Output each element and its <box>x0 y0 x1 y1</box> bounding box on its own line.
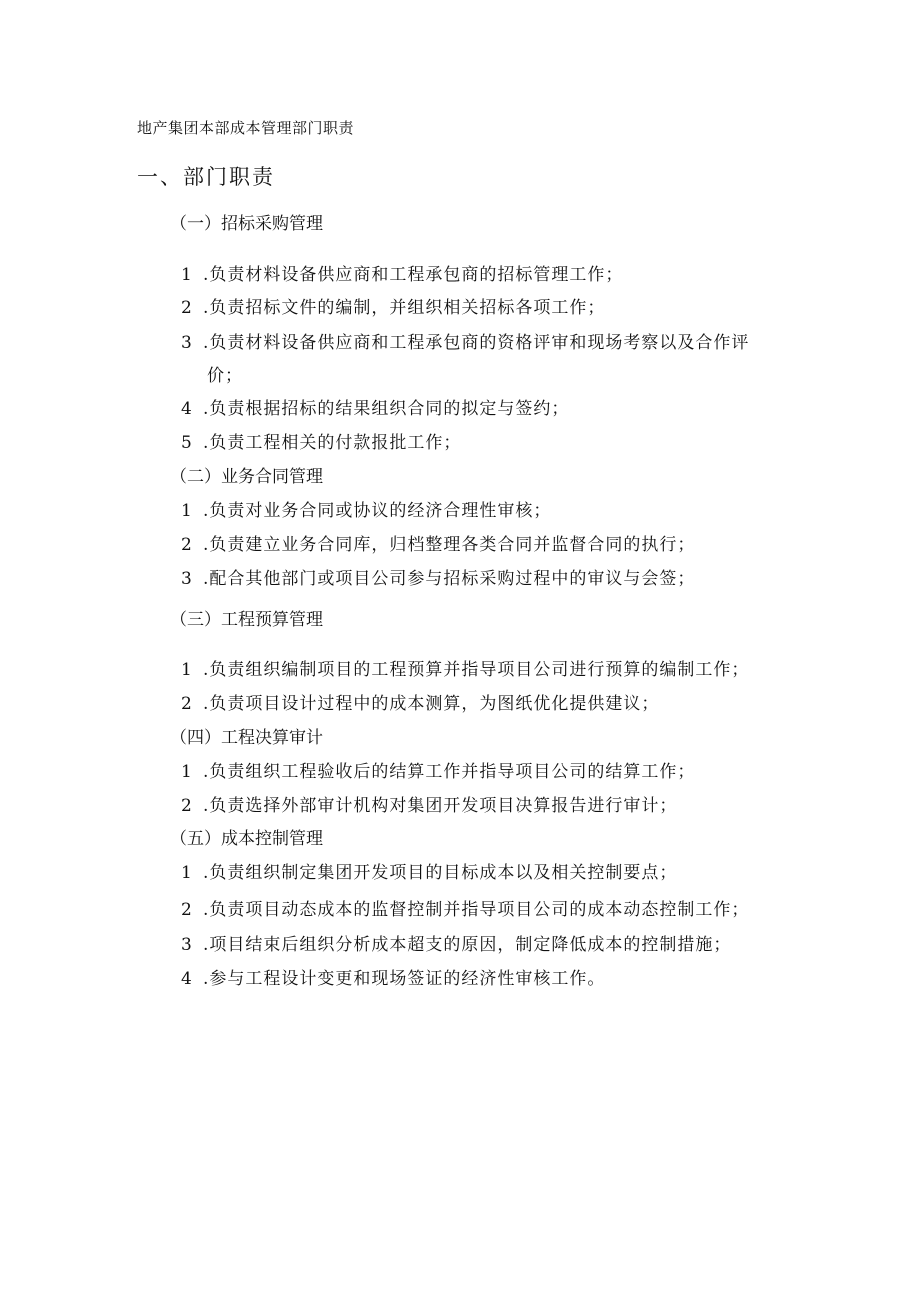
list-item <box>181 761 695 783</box>
list-item <box>181 534 695 556</box>
list-item <box>181 432 461 454</box>
item-text: .负责根据招标的结果组织合同的拟定与签约； <box>203 399 570 419</box>
item-text: .负责对业务合同或协议的经济合理性审核； <box>203 501 552 521</box>
item-number: 3 <box>181 935 192 955</box>
list-item <box>181 659 749 681</box>
list-item <box>181 934 731 956</box>
list-item <box>181 795 677 817</box>
item-text: .项目结束后组织分析成本超支的原因，制定降低成本的控制措施； <box>203 935 732 955</box>
group-heading-bidding: （一）招标采购管理 <box>170 214 323 234</box>
item-text: .负责工程相关的付款报批工作； <box>203 433 462 453</box>
group-heading-contracts: （二）业务合同管理 <box>170 467 323 487</box>
list-item <box>181 398 569 420</box>
item-number: 1 <box>181 265 192 285</box>
list-item <box>181 862 677 884</box>
item-number: 1 <box>181 863 192 883</box>
group-heading-budget: （三）工程预算管理 <box>170 610 323 630</box>
item-text: .负责组织编制项目的工程预算并指导项目公司进行预算的编制工作； <box>203 660 750 680</box>
item-number: 5 <box>181 433 192 453</box>
document-title: 地产集团本部成本管理部门职责 <box>137 119 355 137</box>
item-text: .负责选择外部审计机构对集团开发项目决算报告进行审计； <box>203 796 678 816</box>
item-number: 2 <box>181 535 192 555</box>
item-number: 1 <box>181 660 192 680</box>
item-number: 4 <box>181 399 192 419</box>
list-item <box>181 568 695 590</box>
item-number: 2 <box>181 796 192 816</box>
item-number: 2 <box>181 694 192 714</box>
list-item <box>181 968 605 990</box>
item-text: .负责组织工程验收后的结算工作并指导项目公司的结算工作； <box>203 762 696 782</box>
item-text: .参与工程设计变更和现场签证的经济性审核工作。 <box>203 969 606 989</box>
list-item <box>181 693 659 715</box>
item-text: .负责材料设备供应商和工程承包商的招标管理工作； <box>203 265 624 285</box>
list-item <box>181 899 749 921</box>
item-text-continuation: 价； <box>207 366 243 386</box>
item-number: 4 <box>181 969 192 989</box>
item-text: .负责建立业务合同库，归档整理各类合同并监督合同的执行； <box>203 535 696 555</box>
item-text: .负责组织制定集团开发项目的目标成本以及相关控制要点； <box>203 863 678 883</box>
item-text: .负责招标文件的编制，并组织相关招标各项工作； <box>203 298 606 318</box>
item-text: .负责项目动态成本的监督控制并指导项目公司的成本动态控制工作； <box>203 900 750 920</box>
item-number: 3 <box>181 333 192 353</box>
group-heading-cost-control: （五）成本控制管理 <box>170 829 323 849</box>
section-title: 一、部门职责 <box>137 165 275 189</box>
item-number: 1 <box>181 501 192 521</box>
item-text: .配合其他部门或项目公司参与招标采购过程中的审议与会签； <box>203 569 696 589</box>
list-item <box>181 264 623 286</box>
item-number: 2 <box>181 900 192 920</box>
item-number: 3 <box>181 569 192 589</box>
list-item <box>181 297 605 319</box>
item-number: 2 <box>181 298 192 318</box>
group-heading-audit: （四）工程决算审计 <box>170 728 323 748</box>
list-item <box>181 500 551 522</box>
item-text: .负责项目设计过程中的成本测算，为图纸优化提供建议； <box>203 694 660 714</box>
list-item <box>181 332 749 354</box>
item-text: .负责材料设备供应商和工程承包商的资格评审和现场考察以及合作评 <box>203 333 750 353</box>
item-number: 1 <box>181 762 192 782</box>
